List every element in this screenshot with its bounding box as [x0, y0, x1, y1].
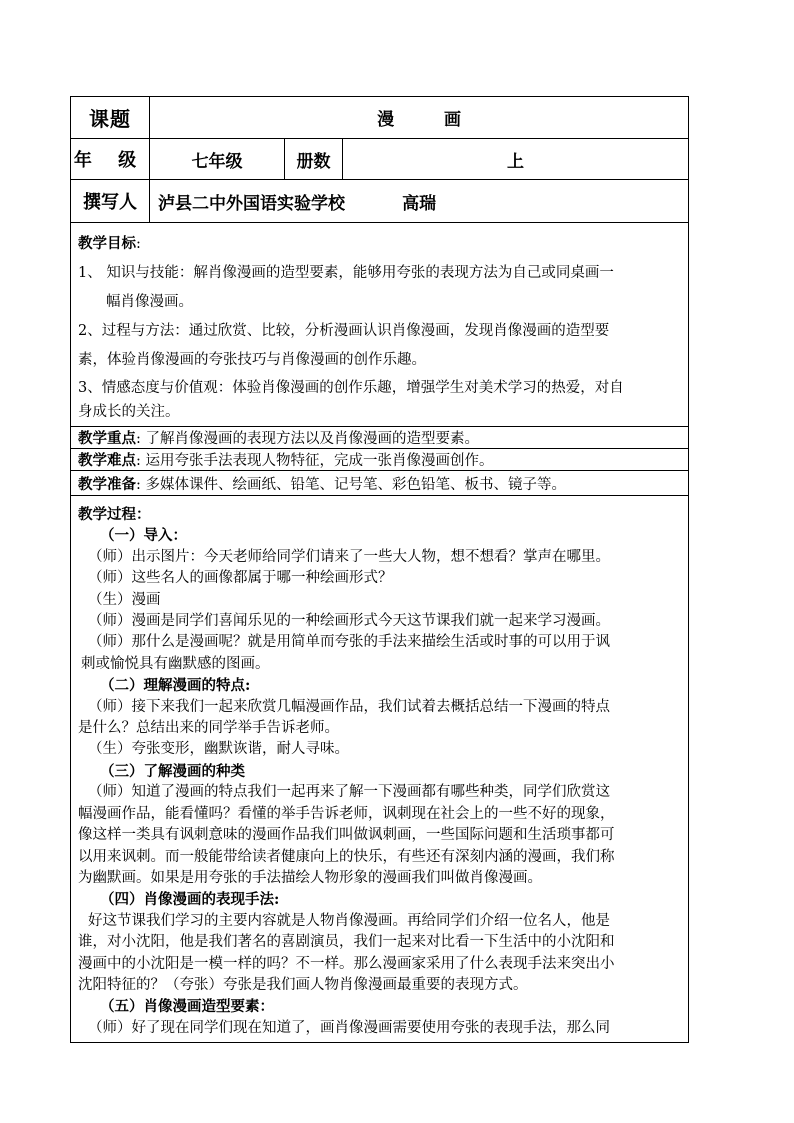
process-line: （师）好了现在同学们现在知道了，画肖像漫画需要使用夸张的表现手法，那么同 — [88, 1019, 610, 1036]
section-3-heading: （三）了解漫画的种类 — [100, 762, 245, 780]
section-5-heading: （五）肖像漫画造型要素： — [100, 998, 274, 1016]
process-line: （师）出示图片：今天老师给同学们请来了一些大人物，想不想看？掌声在哪里。 — [88, 548, 610, 565]
section-4-heading: （四）肖像漫画的表现手法: — [100, 891, 280, 909]
topic-value-cell — [150, 97, 689, 139]
goal-1-line-a: 1、 知识与技能：解肖像漫画的造型要素，能够用夸张的表现方法为自己或同桌画一 — [78, 265, 614, 281]
topic-value: 漫 画 — [377, 110, 483, 130]
process-line: 是什么？总结出来的同学举手告诉老师。 — [78, 720, 339, 737]
grade-label: 年 级 — [71, 139, 150, 180]
goal-2-line-a: 2、过程与方法：通过欣赏、比较，分析漫画认识肖像漫画，发现肖像漫画的造型要 — [78, 323, 610, 339]
process-line: 像这样一类具有讽刺意味的漫画作品我们叫做讽刺画，一些国际问题和生活琐事都可 — [78, 827, 615, 844]
goal-2-line-b: 素，体验肖像漫画的夸张技巧与肖像漫画的创作乐趣。 — [78, 352, 426, 368]
process-line: （师）这些名人的画像都属于哪一种绘画形式？ — [88, 570, 393, 587]
key-point-row — [71, 427, 689, 449]
goals-title: 教学目标 — [78, 235, 136, 252]
author-label: 撰写人 — [71, 180, 150, 223]
topic-row — [71, 97, 689, 139]
section-1-heading: （一）导入： — [100, 527, 187, 545]
difficulty-cell — [71, 449, 689, 471]
goal-1-line-b: 幅肖像漫画。 — [106, 294, 193, 310]
difficulty-text: : 运用夸张手法表现人物特征，完成一张肖像漫画创作。 — [136, 453, 494, 469]
process-cell — [71, 496, 689, 1043]
volume-label: 册数 — [285, 139, 343, 180]
prep-cell — [71, 471, 689, 496]
process-line: 以用来讽刺。而一般能带给读者健康向上的快乐，有些还有深刻内涵的漫画，我们称 — [78, 848, 615, 865]
section-2-heading: （二）理解漫画的特点: — [100, 677, 251, 695]
process-line: （师）知道了漫画的特点我们一起再来了解一下漫画都有哪些种类，同学们欣赏这 — [88, 784, 610, 801]
goals-colon: : — [136, 236, 141, 252]
process-line: 幅漫画作品，能看懂吗？看懂的举手告诉老师，讽刺现在社会上的一些不好的现象， — [78, 805, 615, 822]
difficulty-label: 教学难点 — [78, 452, 136, 469]
author-row — [71, 180, 689, 223]
difficulty-row — [71, 449, 689, 471]
process-line: （师）那什么是漫画呢？就是用简单而夸张的手法来描绘生活或时事的可以用于讽 — [88, 634, 610, 651]
lesson-plan-sheet — [70, 96, 688, 1043]
grade-row — [71, 139, 689, 180]
grade-value: 七年级 — [150, 139, 285, 180]
author-name: 高瑞 — [402, 193, 437, 214]
prep-text: : 多媒体课件、绘画纸、铅笔、记号笔、彩色铅笔、板书、镜子等。 — [136, 476, 566, 493]
process-line: （师）接下来我们一起来欣赏几幅漫画作品，我们试着去概括总结一下漫画的特点 — [88, 698, 610, 715]
topic-label: 课题 — [71, 97, 150, 139]
process-title: 教学过程： — [78, 506, 151, 523]
goals-cell — [71, 223, 689, 427]
key-point-label: 教学重点 — [78, 430, 136, 447]
prep-label: 教学准备 — [78, 475, 136, 493]
author-school: 泸县二中外国语实验学校 — [158, 193, 345, 214]
prep-row — [71, 471, 689, 496]
process-row — [71, 496, 689, 1043]
goal-3-line-a: 3、情感态度与价值观：体验肖像漫画的创作乐趣，增强学生对美术学习的热爱，对自 — [78, 380, 624, 396]
volume-value: 上 — [343, 139, 689, 180]
author-value-cell — [150, 180, 689, 223]
process-line: 沈阳特征的？（夸张）夸张是我们画人物肖像漫画最重要的表现方式。 — [78, 976, 528, 993]
process-line: （师）漫画是同学们喜闻乐见的一种绘画形式今天这节课我们就一起来学习漫画。 — [88, 613, 610, 630]
lesson-plan-table — [70, 96, 689, 1043]
key-point-cell — [71, 427, 689, 449]
process-line: （生）夸张变形，幽默诙谐，耐人寻味。 — [88, 741, 349, 758]
process-line: 刺或愉悦具有幽默感的图画。 — [81, 655, 270, 672]
process-line: 谁，对小沈阳，他是我们著名的喜剧演员，我们一起来对比看一下生活中的小沈阳和 — [78, 934, 615, 951]
process-line: 漫画中的小沈阳是一模一样的吗？不一样。那么漫画家采用了什么表现手法来突出小 — [78, 955, 615, 972]
process-line: 好这节课我们学习的主要内容就是人物肖像漫画。再给同学们介绍一位名人，他是 — [88, 912, 610, 929]
process-line: 为幽默画。如果是用夸张的手法描绘人物形象的漫画我们叫做肖像漫画。 — [78, 869, 542, 886]
process-line: （生）漫画 — [88, 591, 161, 608]
goal-3-line-b: 身成长的关注。 — [78, 404, 180, 420]
key-point-text: : 了解肖像漫画的表现方法以及肖像漫画的造型要素。 — [136, 431, 479, 447]
goals-row — [71, 223, 689, 427]
